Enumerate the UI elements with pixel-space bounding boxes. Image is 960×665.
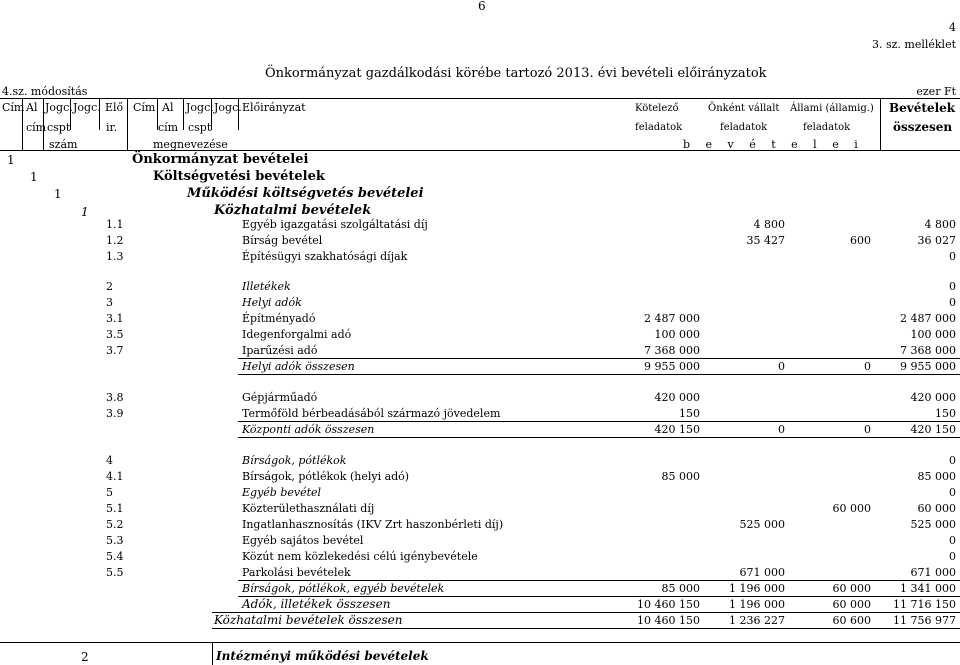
- row-total: 525 000: [910, 518, 956, 531]
- row-separator: [212, 628, 960, 629]
- row-name: Egyéb bevétel: [242, 486, 322, 499]
- row-total: 85 000: [917, 470, 956, 483]
- row-name: Építésügyi szakhatósági díjak: [242, 250, 408, 263]
- section-2-num: 1: [30, 170, 38, 184]
- header-al-2: Al: [162, 101, 174, 114]
- row-total: 9 955 000: [900, 360, 956, 373]
- row-total: 0: [949, 454, 956, 467]
- section-5-num: 2: [81, 650, 89, 664]
- header-cim: Cím: [2, 101, 25, 114]
- row-total: 7 368 000: [900, 344, 956, 357]
- row-onkent: 525 000: [739, 518, 785, 531]
- unit-label: ezer Ft: [916, 85, 956, 98]
- row-total: 0: [949, 250, 956, 263]
- header-cim-2: Cím: [133, 101, 156, 114]
- row-name: Illetékek: [242, 280, 291, 293]
- row-code: 4.1: [106, 470, 124, 483]
- row-name: Gépjárműadó: [242, 391, 318, 404]
- row-name: Iparűzési adó: [242, 344, 318, 357]
- section-3-label: Működési költségvetés bevételei: [187, 186, 424, 201]
- document-title: Önkormányzat gazdálkodási körébe tartozó 2013. évi bevételi előirányzatok: [265, 66, 767, 81]
- header-jogc-3: Jogc.: [186, 101, 214, 114]
- header-megnevezese: megnevezése: [153, 138, 228, 151]
- row-name: Központi adók összesen: [242, 423, 375, 436]
- row-onkent: 0: [778, 360, 785, 373]
- row-code: 1.1: [106, 218, 124, 231]
- header-feladatok-2: feladatok: [720, 122, 768, 133]
- row-total: 11 716 150: [893, 598, 956, 611]
- row-name: Bírságok, pótlékok: [242, 454, 347, 467]
- row-code: 5.3: [106, 534, 124, 547]
- row-code: 4: [106, 454, 113, 467]
- row-separator: [238, 374, 960, 375]
- row-onkent: 4 800: [753, 218, 785, 231]
- header-ir-b: ir.: [106, 121, 118, 134]
- row-kotelezo: 420 000: [654, 391, 700, 404]
- row-total: 2 487 000: [900, 312, 956, 325]
- row-allami: 60 000: [832, 582, 871, 595]
- row-kotelezo: 7 368 000: [644, 344, 700, 357]
- page-number: 6: [478, 0, 486, 13]
- row-total: 0: [949, 550, 956, 563]
- header-cspt-b2: cspt: [188, 121, 212, 134]
- row-code: 2: [106, 280, 113, 293]
- row-code: 3.5: [106, 328, 124, 341]
- section-5-label: Intézményi működési bevételek: [216, 649, 429, 663]
- row-separator: [238, 580, 960, 581]
- row-name: Helyi adók: [242, 296, 302, 309]
- row-allami: 0: [864, 360, 871, 373]
- row-name: Bírság bevétel: [242, 234, 323, 247]
- row-total: 420 150: [910, 423, 956, 436]
- annex-number: 4: [949, 21, 956, 34]
- row-kotelezo: 9 955 000: [644, 360, 700, 373]
- header-cim-b: cím: [26, 121, 47, 134]
- row-kotelezo: 2 487 000: [644, 312, 700, 325]
- row-total: 420 000: [910, 391, 956, 404]
- row-allami: 60 000: [832, 598, 871, 611]
- row-name: Egyéb sajátos bevétel: [242, 534, 364, 547]
- row-code: 5: [106, 486, 113, 499]
- header-jogc-4: Jogc.: [214, 101, 242, 114]
- section-2-label: Költségvetési bevételek: [153, 169, 325, 184]
- row-separator: [238, 437, 960, 438]
- header-osszesen: összesen: [893, 120, 953, 134]
- header-eloiranyzat: Előirányzat: [242, 101, 306, 114]
- section-1-label: Önkormányzat bevételei: [132, 152, 309, 167]
- header-cim-b2: cím: [158, 121, 179, 134]
- row-total: 4 800: [924, 218, 956, 231]
- row-total: 150: [935, 407, 956, 420]
- row-name: Idegenforgalmi adó: [242, 328, 352, 341]
- row-onkent: 1 196 000: [729, 598, 785, 611]
- row-name: Közterülethasználati díj: [242, 502, 375, 515]
- header-bevetelei: b e v é t e l e i: [683, 138, 864, 151]
- row-onkent: 1 196 000: [729, 582, 785, 595]
- row-kotelezo: 150: [679, 407, 700, 420]
- row-total: 0: [949, 486, 956, 499]
- header-allami: Állami (államig.): [790, 103, 874, 114]
- row-total: 11 756 977: [893, 614, 956, 627]
- row-total: 1 341 000: [900, 582, 956, 595]
- row-total: 0: [949, 534, 956, 547]
- row-name: Egyéb igazgatási szolgáltatási díj: [242, 218, 428, 231]
- section-4-label: Közhatalmi bevételek: [214, 203, 372, 218]
- section-3-num: 1: [54, 187, 62, 201]
- row-allami: 0: [864, 423, 871, 436]
- row-onkent: 35 427: [746, 234, 785, 247]
- row-kotelezo: 85 000: [661, 470, 700, 483]
- header-feladatok-3: feladatok: [803, 122, 851, 133]
- row-kotelezo: 420 150: [654, 423, 700, 436]
- row-name: Adók, illetékek összesen: [242, 597, 391, 611]
- row-code: 5.1: [106, 502, 124, 515]
- row-allami: 600: [850, 234, 871, 247]
- row-code: 3.8: [106, 391, 124, 404]
- header-bevetelek: Bevételek: [889, 101, 956, 115]
- row-total: 671 000: [910, 566, 956, 579]
- header-onkent: Önként vállalt: [708, 103, 780, 114]
- row-total: 60 000: [917, 502, 956, 515]
- row-total: 0: [949, 280, 956, 293]
- row-onkent: 1 236 227: [729, 614, 785, 627]
- row-allami: 60 600: [832, 614, 871, 627]
- row-name: Termőföld bérbeadásából származó jövedelem: [242, 407, 501, 420]
- row-code: 3.7: [106, 344, 124, 357]
- row-separator: [238, 596, 960, 597]
- row-total: 36 027: [917, 234, 956, 247]
- row-name: Építményadó: [242, 312, 316, 325]
- row-code: 5.5: [106, 566, 124, 579]
- row-kotelezo: 85 000: [661, 582, 700, 595]
- section-1-num: 1: [7, 153, 15, 167]
- row-separator: [212, 612, 960, 613]
- row-allami: 60 000: [832, 502, 871, 515]
- header-al: Al: [26, 101, 38, 114]
- modification-label: 4.sz. módosítás: [2, 85, 88, 98]
- row-onkent: 0: [778, 423, 785, 436]
- row-kotelezo: 100 000: [654, 328, 700, 341]
- header-feladatok-1: feladatok: [635, 122, 683, 133]
- section-4-num: 1: [81, 205, 89, 219]
- header-kotelezo: Kötelező: [635, 103, 679, 114]
- row-name: Közút nem közlekedési célú igénybevétele: [242, 550, 478, 563]
- row-onkent: 671 000: [739, 566, 785, 579]
- row-code: 1.3: [106, 250, 124, 263]
- row-kotelezo: 10 460 150: [637, 614, 700, 627]
- row-kotelezo: 10 460 150: [637, 598, 700, 611]
- row-code: 3: [106, 296, 113, 309]
- row-name: Parkolási bevételek: [242, 566, 351, 579]
- header-szam: szám: [49, 138, 78, 151]
- row-code: 1.2: [106, 234, 124, 247]
- annex-label: 3. sz. melléklet: [871, 38, 956, 51]
- row-name: Bírságok, pótlékok, egyéb bevételek: [242, 582, 445, 595]
- row-separator: [238, 421, 960, 422]
- row-code: 3.9: [106, 407, 124, 420]
- row-name: Bírságok, pótlékok (helyi adó): [242, 470, 410, 483]
- row-total: 100 000: [910, 328, 956, 341]
- header-cspt-b: cspt: [47, 121, 71, 134]
- row-code: 3.1: [106, 312, 124, 325]
- row-code: 5.2: [106, 518, 124, 531]
- row-name: Helyi adók összesen: [242, 360, 355, 373]
- row-total: 0: [949, 296, 956, 309]
- header-elo: Elő: [105, 101, 124, 114]
- row-separator: [238, 358, 960, 359]
- row-name: Ingatlanhasznosítás (IKV Zrt haszonbérleti díj): [242, 518, 504, 531]
- row-name: Közhatalmi bevételek összesen: [214, 613, 403, 627]
- header-jogc-2: Jogc.: [73, 101, 101, 114]
- header-jogc-1: Jogc.: [45, 101, 73, 114]
- row-code: 5.4: [106, 550, 124, 563]
